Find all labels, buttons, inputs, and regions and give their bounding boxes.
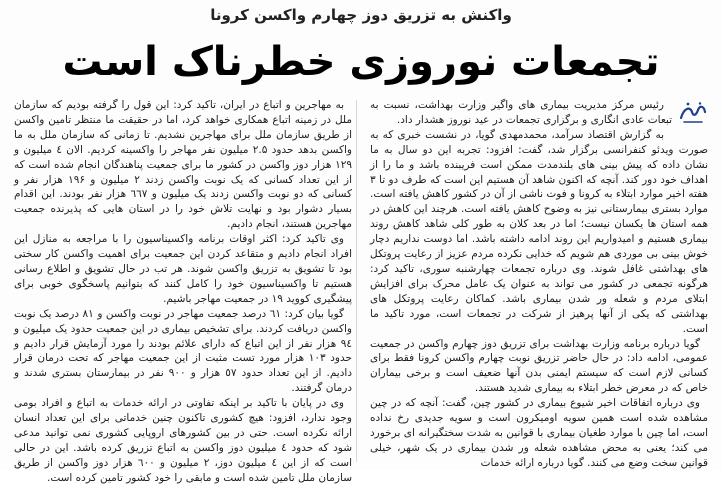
article-column-right — [370, 98, 708, 469]
paragraph: گویا درباره برنامه وزارت بهداشت برای تزریق دوز چهارم واکسن در جمعیت عمومی، ادامه داد: در حال حاضر تزریق نوبت چهارم واکسن کرونا فقط برای کسانی لازم است که سیستم ایمنی بدن آنها ضعیف است و برخی بیماران خاص که در معرض خطر ابتلاء به بیماری شدید هستند. — [370, 337, 708, 395]
sarmad-logo — [678, 100, 708, 126]
paragraph: وی در پایان با تاکید بر اینکه تفاوتی در ارائه خدمات به اتباع و افراد بومی وجود ندارد، افزود: هیچ کشوری تاکنون چنین خدماتی برای این تعداد انسان ارائه نکرده است. حتی در بین کشورهای اروپایی کشوری نمی توانید مدعی شود که حدود ٤ میلیون دوز واکسن به اتباع تزریق کرده باشد. این در حالی است که از این ٤ میلیون دوز، ۲ میلیون و ٦۰۰ هزار دوز واکسن از طریق سازمان ملل تامین شده است و مابقی را خود کشور تامین کرده است. — [14, 397, 353, 484]
paragraph: وی درباره اتفاقات اخیر شیوع بیماری در کشور چین، گفت: آنچه که در چین مشاهده شده است همین سویه اومیکرون است و سویه جدیدی رخ نداده است، اما چین با موارد طغیان بیماری با قوانین به شدت سختگیرانه ای برخورد می کند؛ یعنی به محض مشاهده شعله ور شدن بیماری در یک شهر، خیلی قوانین سخت وضع می کنند. گویا درباره ارائه خدمات — [370, 397, 708, 469]
paragraph: گویا بیان کرد: ٦۱ درصد جمعیت مهاجر در نوبت واکسن و ۸۱ درصد یک نوبت واکسن دریافت کردند. برای تشخیص بیماری در این جمعیت حدود یک میلیون و ۹٤ هزار نفر از این اتباع که دارای علائم بودند را مورد آزمایش قرار دادیم و حدود ۱۰۳ هزار مورد تست مثبت از این جمعیت مهاجر که تحت درمان قرار دادیم. از این تعداد حدود ٥٧ هزار و ۹۰۰ نفر در بیمارستان بستری شدند و درمان گرفتند. — [14, 307, 352, 395]
article-headline: تجمعات نوروزی خطرناک است — [62, 39, 660, 85]
paragraph: رئیس مرکز مدیریت بیماری های واگیر وزارت بهداشت، نسبت به تبعات عادی انگاری و برگزاری تجمعات در عید نوروز هشدار داد. — [370, 99, 672, 126]
paragraph: به مهاجرین و اتباع در ایران، تاکید کرد: این قول را گرفته بودیم که سازمان ملل در زمینه اتباع همکاری خواهد کرد، اما در حقیقت ما منتظر تامین واکسن از طریق سازمان ملل برای مهاجرین نشدیم. تا زمانی که سازمان ملل به ما واکسن بدهد حدود ۲.۵ میلیون نفر مهاجر را واکسینه کردیم. الان ٤ میلیون و ۱۲۹ هزار دوز واکسن در کشور ما برای جمعیت پناهندگان انجام شده است که از این تعداد کسانی که یک نوبت واکسن زدند ۲ میلیون و ۱۹۶ هزار نفر و کسانی که دو نوبت واکسن زدند یک میلیون و ٦٦٧ هزار نفر بودند. این اقدام بسیار دشوار بود و نهایت تلاش خود را در استان هایی که پذیرنده جمعیت مهاجرین هستند، انجام دادیم. — [14, 99, 353, 231]
paragraph: وی تاکید کرد: اکثر اوقات برنامه واکسیناسیون را با مراجعه به منازل این افراد انجام دادیم و متقاعد کردن این جمعیت برای اهمیت واکسن کار سختی بود تا تشویق به تزریق واکسن شوند. هر تب در حال تشویق و اطلاع رسانی هستیم تا واکسیناسیون خود را کامل کنند که بتوانیم پاسخگوی خوبی برای پیشگیری کووید ۱۹ در جمعیت مهاجر باشیم. — [14, 233, 352, 305]
article-body — [14, 98, 708, 484]
article-column-left — [14, 98, 353, 484]
paragraph: به گزارش اقتصاد سرآمد، محمدمهدی گویا، در نشست خبری که به صورت ویدئو کنفرانسی برگزار شد، گفت: افزود: تجربه این دو سال به ما نشان داده که پیش بینی های بلندمدت ممکن است فریبنده باشد و ما را از اهداف خود دور کند. آنچه که اکنون شاهد آن هستیم این است که طرف دو تا ۳ هفته اخیر موارد ابتلاء به کرونا و فوت ناشی از آن در کشور کاهش یافته است. موارد بستری بیمارستانی نیز به وضوح کاهش یافته است. هرچند این کاهش در همه استان ها یکسان نیست؛ اما در بعد کلان به طور کلی شاهد کاهش روند بیماری هستیم و امیدواریم این روند ادامه داشته باشد. اما دوست نداریم دچار خوش بینی بی موردی هم شویم که خدایی نکرده مردم عزیز از رعایت پروتکل های بهداشتی غافل شوند. وی درباره تجمعات چهارشنبه سوری، تاکید کرد: هرگونه تجمعی در کشور می تواند به عنوان یک عامل محرک برای افزایش ابتلای مردم و شعله ور شدن بیماری باشد. کماکان رعایت پروتکل های بهداشتی که یکی از آنها پرهیز از شرکت در تجمعات است، مورد تاکید ما است. — [370, 128, 708, 335]
article-kicker: واکنش به تزریق دوز چهارم واکسن کرونا — [210, 6, 512, 24]
